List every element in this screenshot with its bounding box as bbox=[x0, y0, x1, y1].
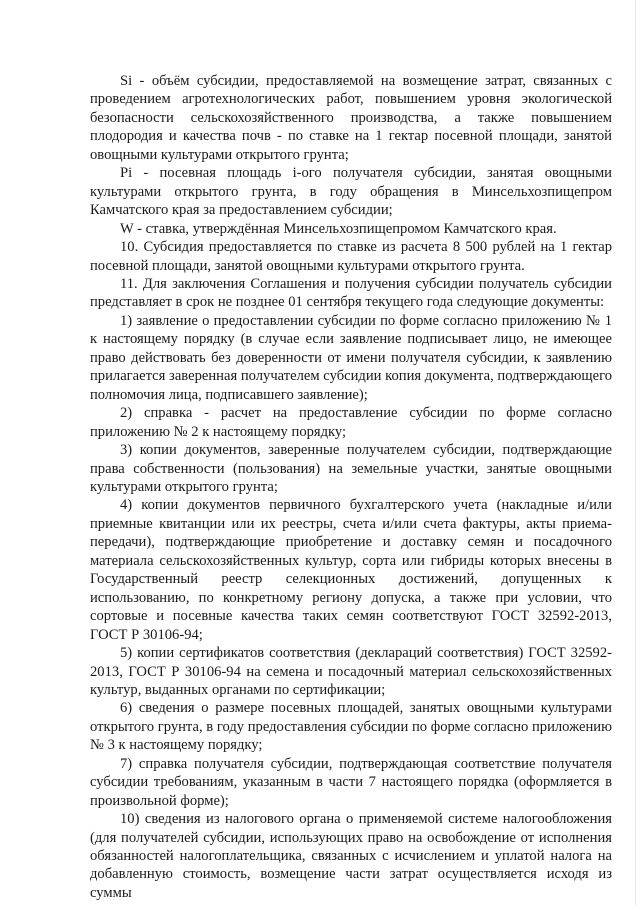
list-item-4: 4) копии документов первичного бухгалтерского учета (накладные и/или приемные квитанции или их реестры, счета и/или счета фактуры, акты приема-передачи), подтверждающие приобретение и доставку семян и посадочного материала сельскохозяйственных культур, сорта или гибриды которых внесены в Государственный реестр селекционных достижений, допущенных к использованию, по конкретному региону допуска, а также при условии, что сортовые и посевные качества таких семян соответствуют ГОСТ 32592-2013, ГОСТ Р 30106-94; bbox=[90, 497, 612, 643]
document-body bbox=[90, 72, 612, 902]
paragraph-clause-11: 11. Для заключения Соглашения и получения субсидии получатель субсидии представляет в срок не позднее 01 сентября текущего года следующие документы: bbox=[90, 275, 612, 311]
list-item-2: 2) справка - расчет на предоставление субсидии по форме согласно приложению № 2 к настоящему порядку; bbox=[90, 405, 612, 440]
list-item-3: 3) копии документов, заверенные получателем субсидии, подтверждающие права собственности (пользования) на земельные участки, занятые овощными культурами открытого грунта; bbox=[90, 442, 612, 495]
paragraph-w-definition: W - ставка, утверждённая Минсельхозпищепромом Камчатского края. bbox=[120, 220, 557, 237]
paragraph-clause-10: 10. Субсидия предоставляется по ставке из расчета 8 500 рублей на 1 гектар посевной площади, занятой овощными культурами открытого грунта. bbox=[90, 239, 612, 274]
paragraph-si-definition: Si - объём субсидии, предоставляемой на возмещение затрат, связанных с проведением агротехнологических работ, повышением уровня экологической безопасности сельскохозяйственного производства, а также повышением плодородия и качества почв - по ставке на 1 гектар посевной площади, занятой овощными культурами открытого грунта; bbox=[90, 73, 612, 163]
scan-edge-divider bbox=[635, 0, 636, 905]
list-item-7: 7) справка получателя субсидии, подтверждающая соответствие получателя субсидии требованиям, указанным в части 7 настоящего порядка (оформляется в произвольной форме); bbox=[90, 755, 612, 809]
list-item-6: 6) сведения о размере посевных площадей, занятых овощными культурами открытого грунта, в году предоставления субсидии по форме согласно приложению № 3 к настоящему порядку; bbox=[90, 700, 612, 754]
list-item-10: 10) сведения из налогового органа о применяемой системе налогообложения (для получателей субсидии, использующих право на освобождение от исполнения обязанностей налогоплательщика, связанных с исчислением и уплатой налога на добавленную стоимость, возмещение части затрат осуществляется исходя из суммы bbox=[90, 811, 612, 901]
list-item-1: 1) заявление о предоставлении субсидии по форме согласно приложению № 1 к настоящему порядку (в случае если заявление подписывает лицо, не имеющее право действовать без доверенности от имени получателя субсидии, к заявлению прилагается заверенная получателем субсидии копия документа, подтверждающего полномочия лица, подписавшего заявление); bbox=[90, 312, 612, 403]
paragraph-pi-definition: Pi - посевная площадь i-ого получателя субсидии, занятая овощными культурами открытого грунта, в году обращения в Минсельхозпищепром Камчатского края за предоставлением субсидии; bbox=[90, 165, 612, 219]
list-item-5: 5) копии сертификатов соответствия (деклараций соответствия) ГОСТ 32592-2013, ГОСТ Р 30106-94 на семена и посадочный материал сельскохозяйственных культур, выданных органами по сертификации; bbox=[90, 645, 612, 698]
